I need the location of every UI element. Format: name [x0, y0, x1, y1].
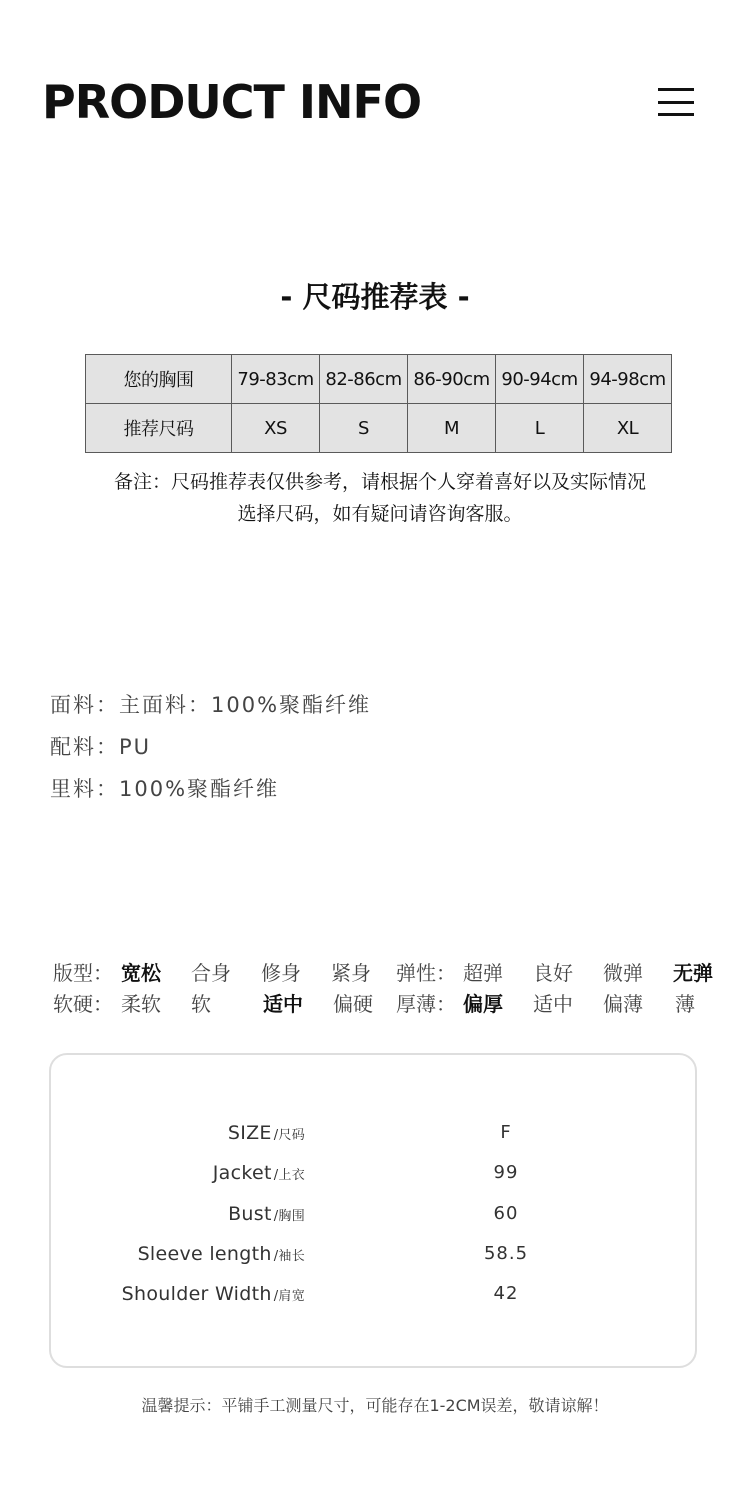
- note-line: 选择尺码，如有疑问请咨询客服。: [237, 503, 523, 525]
- thickness-option: 偏薄: [603, 992, 643, 1016]
- measurement-row: [51, 1158, 695, 1188]
- note-line: 备注：尺码推荐表仅供参考，请根据个人穿着喜好以及实际情况: [113, 471, 646, 493]
- attribute-grid: [53, 958, 733, 1020]
- measurement-value: 60: [493, 1203, 519, 1224]
- elastic-label: 弹性：: [396, 961, 456, 985]
- measurement-value: 58.5: [483, 1243, 529, 1264]
- size-row: [86, 404, 672, 453]
- softness-option: 软: [191, 992, 211, 1016]
- measurement-label-en: SIZE: [227, 1122, 272, 1144]
- size-cell: XL: [584, 404, 672, 453]
- measurement-card: [49, 1053, 697, 1368]
- measurement-value: 42: [493, 1283, 519, 1304]
- measurement-label: [213, 1158, 305, 1191]
- material-fabric: 面料：主面料：100%聚酯纤维: [50, 693, 372, 717]
- size-cell: S: [320, 404, 408, 453]
- measurement-label: [138, 1239, 305, 1272]
- elastic-option: 超弹: [463, 961, 503, 985]
- size-recommendation-table: [85, 354, 672, 453]
- measurement-row: [51, 1239, 695, 1269]
- bust-cell: 79-83cm: [232, 355, 320, 404]
- size-chart-title: - 尺码推荐表 -: [280, 280, 470, 314]
- measurement-label-cn: /肩宽: [273, 1289, 305, 1304]
- menu-bar: [658, 88, 694, 91]
- measurement-label-cn: /袖长: [273, 1249, 305, 1264]
- menu-bar: [658, 113, 694, 116]
- measurement-label: [228, 1199, 305, 1232]
- attr-row-soft-thick: [53, 989, 733, 1020]
- softness-option: 偏硬: [333, 992, 373, 1016]
- measurement-label-cn: /上衣: [273, 1168, 305, 1183]
- measurement-label: [228, 1118, 305, 1151]
- hamburger-menu-icon[interactable]: [658, 88, 694, 116]
- size-cell: L: [496, 404, 584, 453]
- measurement-label-en: Jacket: [212, 1162, 272, 1184]
- material-lining: 里料：100%聚酯纤维: [50, 777, 280, 801]
- elastic-option: 良好: [533, 961, 573, 985]
- softness-option-selected: 适中: [263, 992, 303, 1016]
- bust-row: [86, 355, 672, 404]
- softness-label: 软硬：: [53, 992, 113, 1016]
- thickness-label: 厚薄：: [396, 992, 456, 1016]
- bust-cell: 82-86cm: [320, 355, 408, 404]
- measurement-value: 99: [493, 1162, 519, 1183]
- size-chart-note: [90, 466, 670, 530]
- size-cell: M: [408, 404, 496, 453]
- bust-row-label: 您的胸围: [86, 355, 232, 404]
- softness-option: 柔软: [121, 992, 161, 1016]
- bust-cell: 94-98cm: [584, 355, 672, 404]
- fit-option: 合身: [191, 961, 231, 985]
- thickness-option: 适中: [533, 992, 573, 1016]
- measurement-label: [122, 1279, 305, 1312]
- thickness-option: 薄: [675, 992, 695, 1016]
- measurement-row: [51, 1279, 695, 1309]
- bust-cell: 86-90cm: [408, 355, 496, 404]
- measurement-label-cn: /胸围: [273, 1209, 305, 1224]
- thickness-option-selected: 偏厚: [463, 992, 503, 1016]
- measurement-label-en: Shoulder Width: [121, 1283, 272, 1305]
- fit-option: 修身: [261, 961, 301, 985]
- elastic-option: 微弹: [603, 961, 643, 985]
- measurement-label-en: Sleeve length: [137, 1243, 272, 1265]
- measurement-tip: 温馨提示：平铺手工测量尺寸，可能存在1-2CM误差，敬请谅解！: [141, 1396, 609, 1415]
- fit-option: 紧身: [331, 961, 371, 985]
- measurement-value: F: [500, 1122, 512, 1143]
- materials-section: [50, 684, 371, 810]
- menu-bar: [658, 101, 694, 104]
- measurement-label-en: Bust: [228, 1203, 272, 1225]
- measurement-label-cn: /尺码: [273, 1128, 305, 1143]
- page-title: PRODUCT INFO: [42, 75, 422, 129]
- measurement-row: [51, 1118, 695, 1148]
- size-cell: XS: [232, 404, 320, 453]
- measurement-row: [51, 1199, 695, 1229]
- material-accessory: 配料：PU: [50, 735, 152, 759]
- size-row-label: 推荐尺码: [86, 404, 232, 453]
- attr-row-fit-elastic: [53, 958, 733, 989]
- bust-cell: 90-94cm: [496, 355, 584, 404]
- fit-label: 版型：: [53, 961, 113, 985]
- elastic-option-selected: 无弹: [673, 961, 713, 985]
- fit-option-selected: 宽松: [121, 961, 161, 985]
